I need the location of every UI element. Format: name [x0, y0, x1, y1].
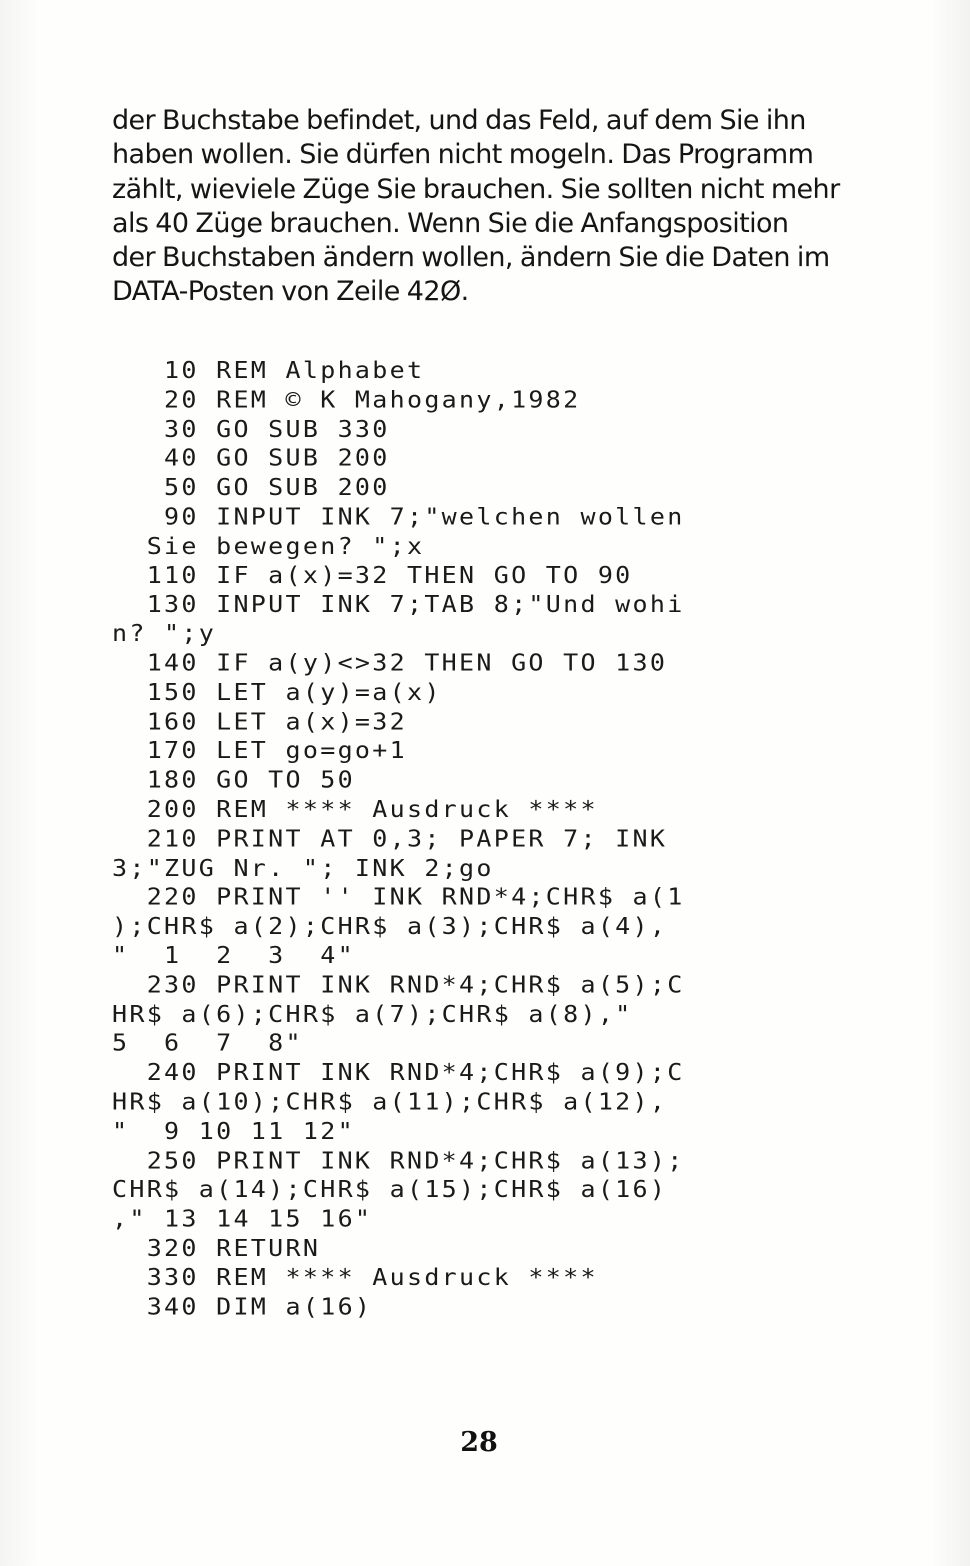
code-line: 3;"ZUG Nr. "; INK 2;go	[112, 854, 494, 881]
code-line: HR$ a(6);CHR$ a(7);CHR$ a(8),"	[112, 1000, 633, 1028]
page-number: 28	[460, 1427, 498, 1458]
code-line: Sie bewegen? ";x	[112, 532, 425, 560]
paragraph-line: der Buchstabe befindet, und das Feld, auf dem Sie ihn	[112, 105, 806, 136]
code-line: 30 GO SUB 330	[112, 415, 390, 443]
code-line: 140 IF a(y)<>32 THEN GO TO 130	[112, 649, 668, 677]
code-line: 220 PRINT '' INK RND*4;CHR$ a(1	[112, 883, 685, 911]
code-line: 210 PRINT AT 0,3; PAPER 7; INK	[112, 824, 668, 852]
code-line: );CHR$ a(2);CHR$ a(3);CHR$ a(4),	[112, 912, 668, 940]
body-paragraph	[112, 104, 842, 310]
code-line: 40 GO SUB 200	[112, 444, 390, 472]
code-line: 20 REM © K Mahogany,1982	[112, 386, 581, 413]
code-line: n? ";y	[112, 620, 217, 647]
code-line: 130 INPUT INK 7;TAB 8;"Und wohi	[112, 590, 685, 618]
code-line: 230 PRINT INK RND*4;CHR$ a(5);C	[112, 971, 685, 998]
code-line: 200 REM **** Ausdruck ****	[112, 795, 598, 823]
code-line: " 9 10 11 12"	[112, 1117, 355, 1145]
code-line: CHR$ a(14);CHR$ a(15);CHR$ a(16)	[112, 1176, 668, 1203]
code-line: 170 LET go=go+1	[112, 737, 407, 764]
code-line: ," 13 14 15 16"	[112, 1205, 373, 1232]
code-line: 340 DIM a(16)	[112, 1293, 373, 1320]
code-line: 320 RETURN	[112, 1234, 321, 1262]
code-line: 150 LET a(y)=a(x)	[112, 678, 442, 706]
paragraph-line: haben wollen. Sie dürfen nicht mogeln. Das Programm	[112, 139, 814, 171]
paragraph-line: als 40 Züge brauchen. Wenn Sie die Anfangsposition	[112, 207, 789, 239]
code-line: 10 REM Alphabet	[112, 356, 425, 384]
code-line: 240 PRINT INK RND*4;CHR$ a(9);C	[112, 1058, 685, 1086]
paragraph-line: DATA-Posten von Zeile 42Ø.	[112, 276, 469, 308]
code-line: 160 LET a(x)=32	[112, 707, 407, 735]
code-line: 330 REM **** Ausdruck ****	[112, 1263, 598, 1291]
code-line: " 1 2 3 4"	[112, 941, 355, 969]
code-line: 90 INPUT INK 7;"welchen wollen	[112, 503, 685, 530]
code-line: 180 GO TO 50	[112, 766, 355, 794]
basic-program-listing	[112, 356, 752, 1321]
paragraph-line: der Buchstaben ändern wollen, ändern Sie die Daten im	[112, 242, 830, 274]
code-line: HR$ a(10);CHR$ a(11);CHR$ a(12),	[112, 1088, 668, 1115]
code-line: 250 PRINT INK RND*4;CHR$ a(13);	[112, 1146, 685, 1174]
code-line: 50 GO SUB 200	[112, 473, 390, 501]
paragraph-line: zählt, wieviele Züge Sie brauchen. Sie sollten nicht mehr	[112, 173, 840, 205]
code-line: 5 6 7 8"	[112, 1029, 303, 1057]
code-line: 110 IF a(x)=32 THEN GO TO 90	[112, 561, 633, 589]
